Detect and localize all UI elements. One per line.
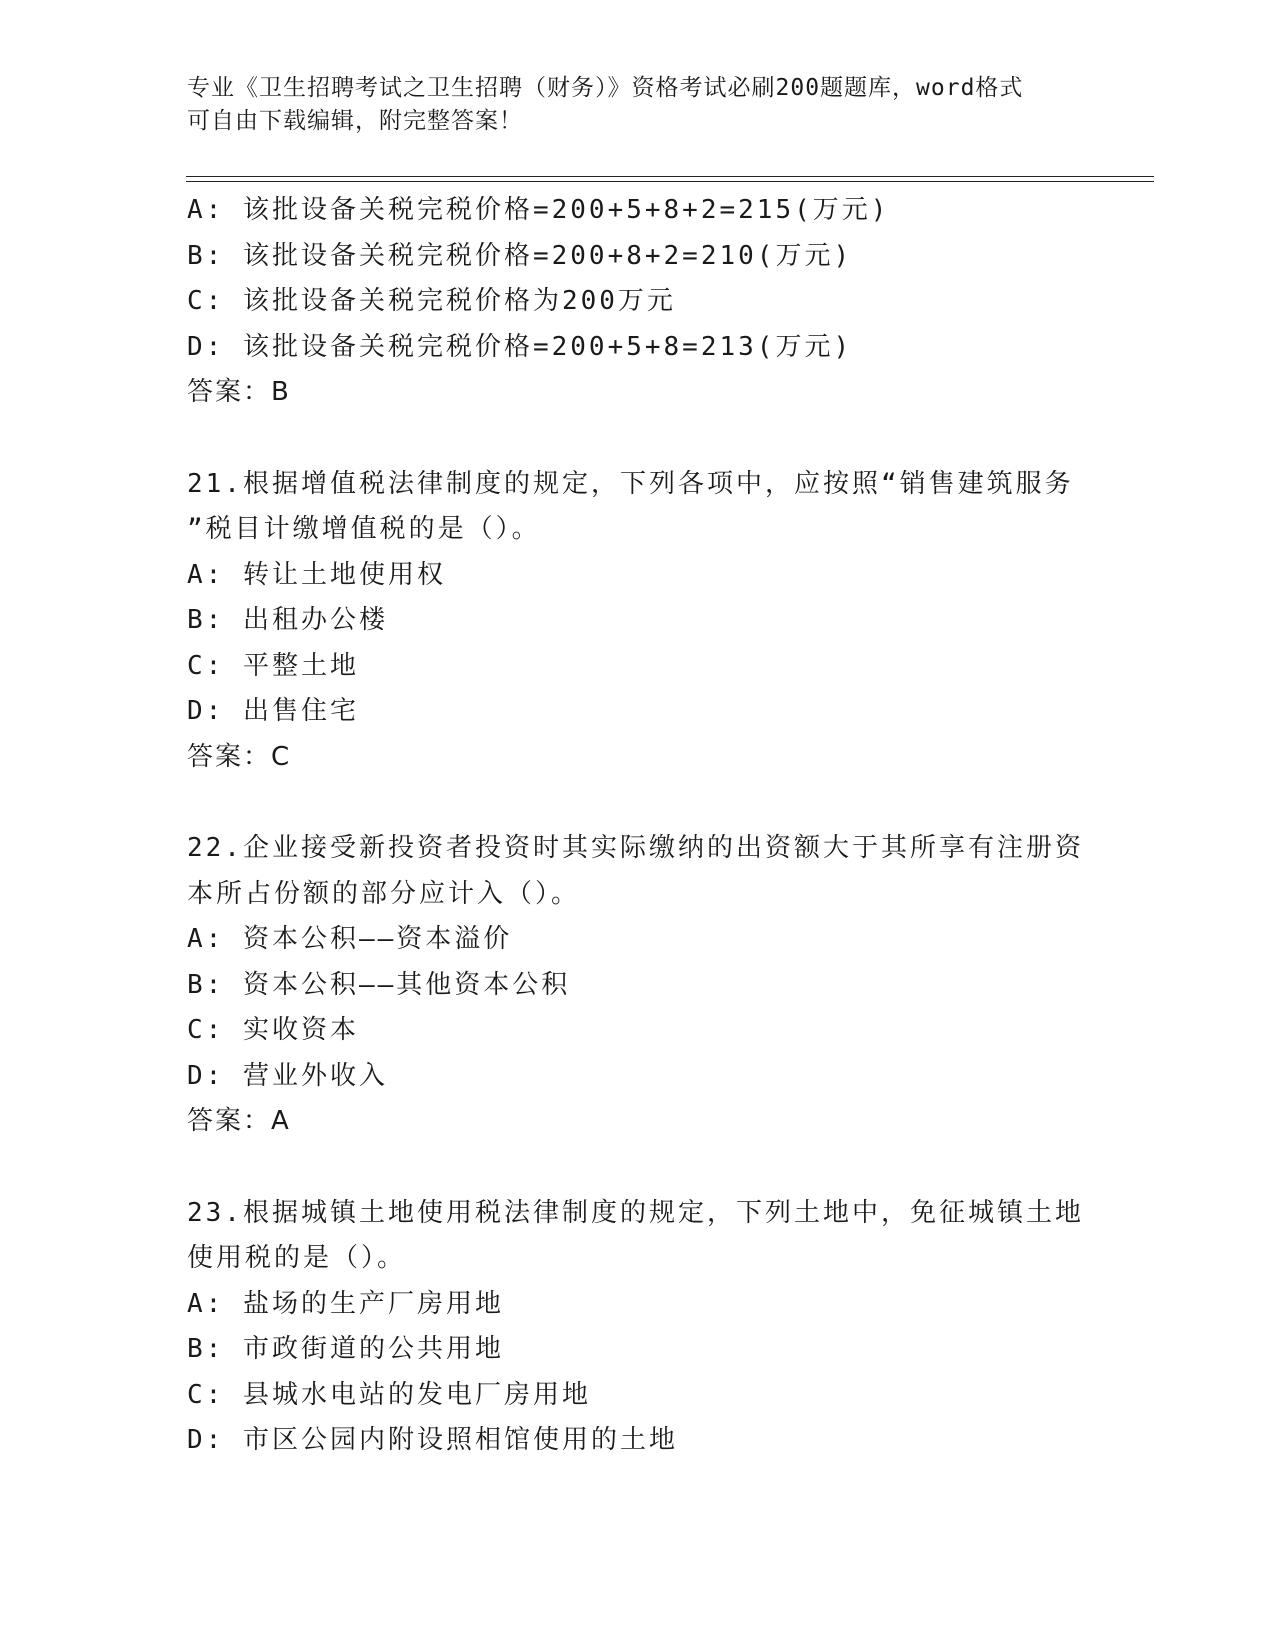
answer-line: 答案：B	[187, 377, 291, 407]
option-b: B: 出租办公楼	[187, 605, 388, 635]
option-b: B: 资本公积——其他资本公积	[187, 969, 571, 1000]
option-a: A: 该批设备关税完税价格=200+5+8+2=215(万元)	[187, 195, 890, 225]
answer-line: 答案：C	[187, 741, 292, 772]
option-a: A: 资本公积——资本溢价	[187, 924, 513, 954]
option-c: C: 该批设备关税完税价格为200万元	[187, 286, 676, 316]
option-d: D: 市区公园内附设照相馆使用的土地	[187, 1425, 678, 1455]
question-stem-line-2: 使用税的是（）。	[187, 1243, 407, 1273]
question-list	[187, 188, 1107, 1464]
option-a: A: 转让土地使用权	[187, 559, 446, 590]
header-line-1: 专业《卫生招聘考试之卫生招聘（财务）》资格考试必刷200题题库，word格式	[187, 75, 1024, 101]
question-spacer	[187, 416, 1107, 462]
document-header	[187, 72, 1087, 138]
question-20	[187, 188, 1107, 416]
option-b: B: 市政街道的公共用地	[187, 1334, 504, 1364]
option-d: D: 营业外收入	[187, 1060, 388, 1091]
header-divider-bottom	[186, 181, 1154, 182]
option-a: A: 盐场的生产厂房用地	[187, 1288, 504, 1319]
answer-line: 答案：A	[187, 1106, 291, 1136]
question-stem-line-2: ”税目计缴增值税的是（）。	[187, 514, 541, 544]
header-line-2: 可自由下载编辑，附完整答案！	[187, 108, 523, 134]
question-21	[187, 462, 1107, 781]
option-d: D: 该批设备关税完税价格=200+5+8=213(万元)	[187, 331, 853, 362]
option-c: C: 实收资本	[187, 1015, 359, 1045]
question-22	[187, 826, 1107, 1145]
question-stem-line-2: 本所占份额的部分应计入（）。	[187, 878, 581, 909]
question-spacer	[187, 780, 1107, 826]
question-stem-line-1: 23.根据城镇土地使用税法律制度的规定，下列土地中，免征城镇土地	[187, 1197, 1084, 1228]
option-d: D: 出售住宅	[187, 696, 359, 726]
option-c: C: 平整土地	[187, 650, 359, 681]
question-23	[187, 1191, 1107, 1464]
question-stem-line-1: 21.根据增值税法律制度的规定，下列各项中，应按照“销售建筑服务	[187, 468, 1074, 499]
header-divider-top	[186, 176, 1154, 177]
option-b: B: 该批设备关税完税价格=200+8+2=210(万元)	[187, 240, 853, 271]
question-stem-line-1: 22.企业接受新投资者投资时其实际缴纳的出资额大于其所享有注册资	[187, 833, 1084, 863]
option-c: C: 县城水电站的发电厂房用地	[187, 1379, 591, 1410]
question-spacer	[187, 1145, 1107, 1191]
